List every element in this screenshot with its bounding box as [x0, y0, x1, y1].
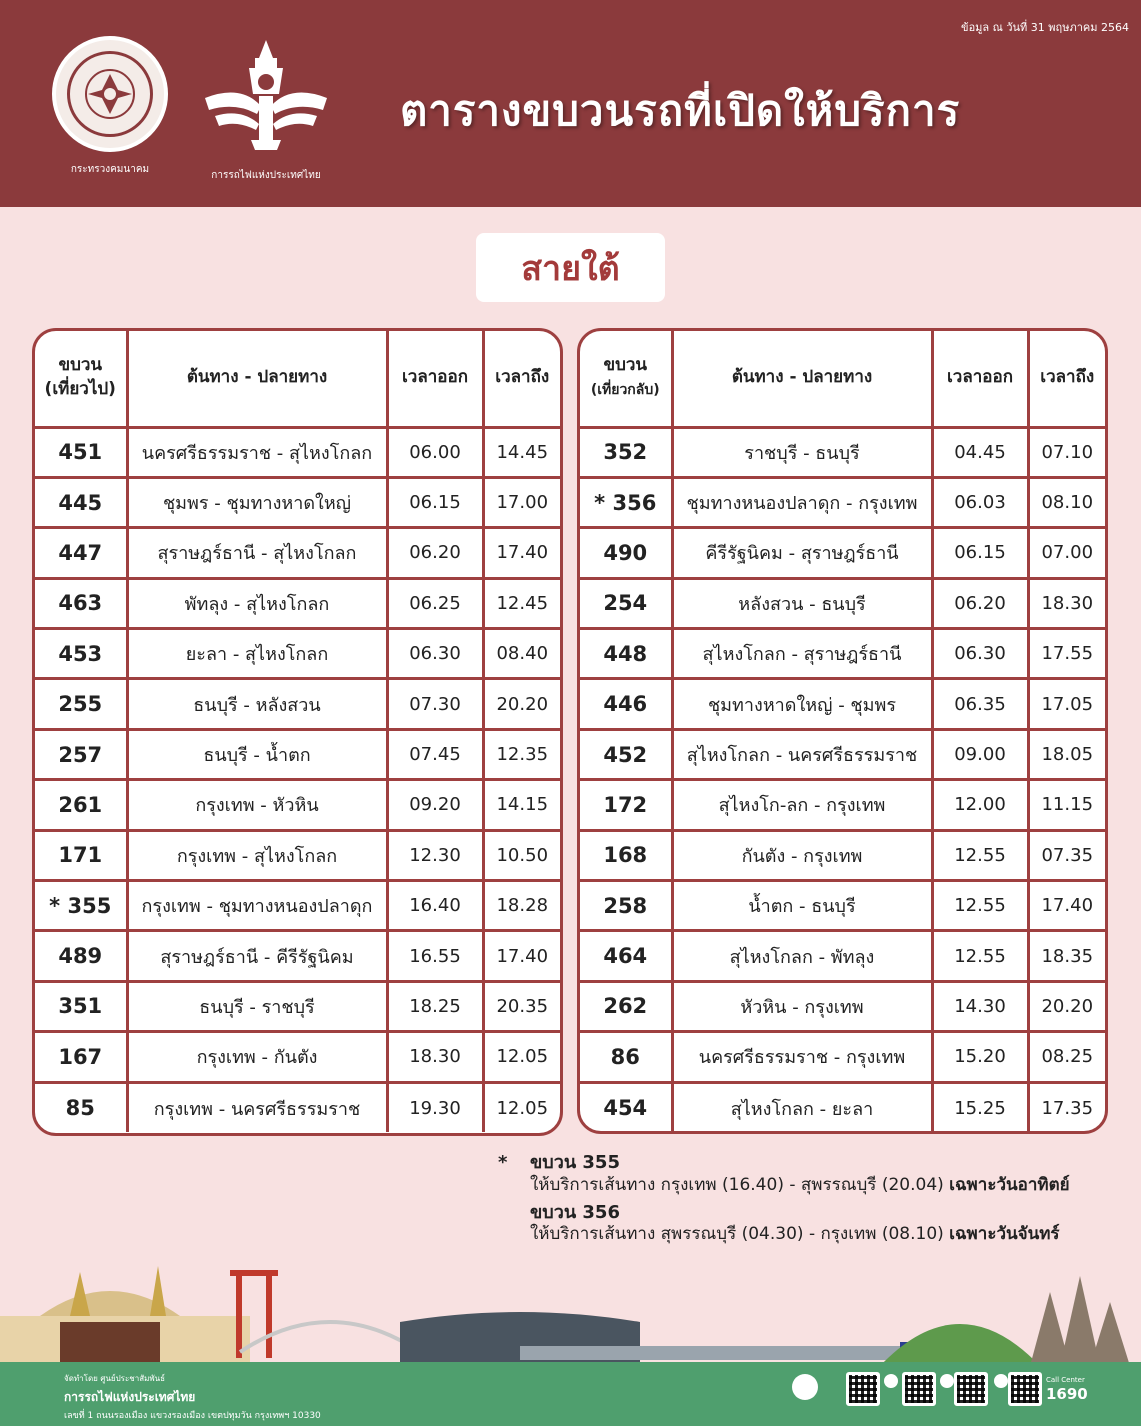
- arrive-time-cell: 17.40: [483, 931, 560, 981]
- line-icon[interactable]: [994, 1374, 1008, 1388]
- table-row: [580, 1032, 1105, 1082]
- table-row: [580, 780, 1105, 830]
- table-row: [580, 729, 1105, 779]
- note-355-text: ให้บริการเส้นทาง กรุงเทพ (16.40) - สุพรรณบุรี (20.04) เฉพาะวันอาทิตย์: [530, 1174, 1070, 1195]
- footnote-asterisk: *: [498, 1152, 508, 1173]
- depart-time-cell: 06.15: [932, 528, 1028, 578]
- arrive-time-cell: 07.35: [1028, 830, 1105, 880]
- table-row: [35, 981, 560, 1031]
- train-number-cell: 447: [35, 528, 127, 578]
- arrive-time-cell: 20.20: [1028, 981, 1105, 1031]
- depart-time-cell: 06.25: [387, 578, 483, 628]
- arrive-time-cell: 18.30: [1028, 578, 1105, 628]
- table-row: [580, 578, 1105, 628]
- depart-time-cell: 12.55: [932, 881, 1028, 931]
- arrive-time-cell: 08.10: [1028, 477, 1105, 527]
- table-row: [580, 1082, 1105, 1132]
- table-row: [35, 528, 560, 578]
- route-cell: กันตัง - กรุงเทพ: [672, 830, 932, 880]
- table-row: [580, 679, 1105, 729]
- route-cell: กรุงเทพ - สุไหงโกลก: [127, 830, 387, 880]
- depart-time-cell: 06.03: [932, 477, 1028, 527]
- note-355-title: ขบวน 355: [530, 1152, 620, 1173]
- depart-time-cell: 06.15: [387, 477, 483, 527]
- table-row: [580, 477, 1105, 527]
- call-center-number: 1690: [1046, 1385, 1088, 1403]
- srt-emblem-icon: [201, 36, 331, 154]
- route-cell: สุไหงโกลก - นครศรีธรรมราช: [672, 729, 932, 779]
- table-row: [580, 931, 1105, 981]
- route-cell: ธนบุรี - หลังสวน: [127, 679, 387, 729]
- train-number-cell: 452: [580, 729, 672, 779]
- depart-time-cell: 06.30: [932, 629, 1028, 679]
- depart-time-cell: 15.20: [932, 1032, 1028, 1082]
- route-cell: กรุงเทพ - นครศรีธรรมราช: [127, 1082, 387, 1132]
- app-icon[interactable]: [792, 1374, 818, 1400]
- arrive-time-cell: 14.15: [483, 780, 560, 830]
- route-cell: พัทลุง - สุไหงโกลก: [127, 578, 387, 628]
- train-number-cell: * 355: [35, 881, 127, 931]
- call-center[interactable]: [1046, 1376, 1088, 1403]
- footer-address: เลขที่ 1 ถนนรองเมือง แขวงรองเมือง เขตปทุมวัน กรุงเทพฯ 10330: [64, 1411, 321, 1421]
- ministry-caption: กระทรวงคมนาคม: [70, 164, 150, 175]
- train-number-cell: 168: [580, 830, 672, 880]
- table-row: [35, 780, 560, 830]
- table-row: [35, 881, 560, 931]
- train-number-cell: 446: [580, 679, 672, 729]
- header-train-no: ขบวน (เที่ยวไป): [35, 331, 127, 427]
- table-row: [580, 528, 1105, 578]
- qr-code-icon: [1008, 1372, 1042, 1406]
- depart-time-cell: 12.00: [932, 780, 1028, 830]
- train-number-cell: 453: [35, 629, 127, 679]
- route-cell: สุไหงโก-ลก - กรุงเทพ: [672, 780, 932, 830]
- footer-producer: จัดทำโดย ศูนย์ประชาสัมพันธ์: [64, 1374, 165, 1383]
- header-route: ต้นทาง - ปลายทาง: [127, 331, 387, 427]
- train-number-cell: 454: [580, 1082, 672, 1132]
- train-number-cell: 171: [35, 830, 127, 880]
- train-number-cell: 261: [35, 780, 127, 830]
- route-cell: ธนบุรี - น้ำตก: [127, 729, 387, 779]
- table-row: [580, 830, 1105, 880]
- train-number-cell: 352: [580, 427, 672, 477]
- route-cell: ธนบุรี - ราชบุรี: [127, 981, 387, 1031]
- qr-code-icon: [902, 1372, 936, 1406]
- depart-time-cell: 12.55: [932, 931, 1028, 981]
- table-row: [35, 477, 560, 527]
- header-train-no: ขบวน (เที่ยวกลับ): [580, 331, 672, 427]
- line-label-box: [476, 233, 665, 302]
- depart-time-cell: 16.55: [387, 931, 483, 981]
- table-row: [35, 1082, 560, 1132]
- arrive-time-cell: 18.28: [483, 881, 560, 931]
- train-number-cell: 464: [580, 931, 672, 981]
- train-number-cell: 258: [580, 881, 672, 931]
- train-number-cell: * 356: [580, 477, 672, 527]
- srt-caption: การรถไฟแห่งประเทศไทย: [211, 170, 321, 181]
- depart-time-cell: 12.30: [387, 830, 483, 880]
- table-row: [35, 629, 560, 679]
- arrive-time-cell: 12.05: [483, 1032, 560, 1082]
- outbound-table: [32, 328, 563, 1136]
- qr-code-icon: [846, 1372, 880, 1406]
- arrive-time-cell: 18.05: [1028, 729, 1105, 779]
- route-cell: หัวหิน - กรุงเทพ: [672, 981, 932, 1031]
- depart-time-cell: 15.25: [932, 1082, 1028, 1132]
- city-skyline-illustration: [0, 1262, 1141, 1366]
- route-cell: กรุงเทพ - หัวหิน: [127, 780, 387, 830]
- route-cell: สุไหงโกลก - พัทลุง: [672, 931, 932, 981]
- table-row: [35, 679, 560, 729]
- route-cell: คีรีรัฐนิคม - สุราษฎร์ธานี: [672, 528, 932, 578]
- arrive-time-cell: 18.35: [1028, 931, 1105, 981]
- arrive-time-cell: 12.35: [483, 729, 560, 779]
- train-number-cell: 85: [35, 1082, 127, 1132]
- depart-time-cell: 06.35: [932, 679, 1028, 729]
- route-cell: สุราษฎร์ธานี - สุไหงโกลก: [127, 528, 387, 578]
- train-number-cell: 489: [35, 931, 127, 981]
- arrive-time-cell: 08.40: [483, 629, 560, 679]
- arrive-time-cell: 17.55: [1028, 629, 1105, 679]
- train-number-cell: 463: [35, 578, 127, 628]
- header-route: ต้นทาง - ปลายทาง: [672, 331, 932, 427]
- depart-time-cell: 06.00: [387, 427, 483, 477]
- depart-time-cell: 06.30: [387, 629, 483, 679]
- arrive-time-cell: 20.35: [483, 981, 560, 1031]
- footer-org: การรถไฟแห่งประเทศไทย: [64, 1390, 196, 1404]
- depart-time-cell: 12.55: [932, 830, 1028, 880]
- train-number-cell: 262: [580, 981, 672, 1031]
- arrive-time-cell: 17.05: [1028, 679, 1105, 729]
- train-number-cell: 351: [35, 981, 127, 1031]
- footer-bar: [0, 1362, 1141, 1426]
- table-row: [35, 830, 560, 880]
- depart-time-cell: 09.00: [932, 729, 1028, 779]
- route-cell: นครศรีธรรมราช - สุไหงโกลก: [127, 427, 387, 477]
- arrive-time-cell: 10.50: [483, 830, 560, 880]
- train-number-cell: 167: [35, 1032, 127, 1082]
- note-356-title: ขบวน 356: [530, 1201, 620, 1223]
- qr-code-icon: [954, 1372, 988, 1406]
- arrive-time-cell: 17.40: [1028, 881, 1105, 931]
- route-cell: น้ำตก - ธนบุรี: [672, 881, 932, 931]
- inbound-table: [577, 328, 1108, 1134]
- depart-time-cell: 07.30: [387, 679, 483, 729]
- table-row: [35, 729, 560, 779]
- call-center-label: Call Center: [1046, 1376, 1085, 1384]
- depart-time-cell: 06.20: [387, 528, 483, 578]
- route-cell: สุราษฎร์ธานี - คีรีรัฐนิคม: [127, 931, 387, 981]
- arrive-time-cell: 12.45: [483, 578, 560, 628]
- srt-logo: [186, 36, 346, 183]
- arrive-time-cell: 17.40: [483, 528, 560, 578]
- arrive-time-cell: 17.00: [483, 477, 560, 527]
- train-number-cell: 448: [580, 629, 672, 679]
- youtube-icon[interactable]: [940, 1374, 954, 1388]
- header-arrive: เวลาถึง: [1028, 331, 1105, 427]
- table-row: [35, 931, 560, 981]
- social-icon[interactable]: [884, 1374, 898, 1388]
- depart-time-cell: 16.40: [387, 881, 483, 931]
- data-date-note: ข้อมูล ณ วันที่ 31 พฤษภาคม 2564: [961, 21, 1129, 34]
- table-row: [35, 427, 560, 477]
- table-row: [580, 981, 1105, 1031]
- depart-time-cell: 04.45: [932, 427, 1028, 477]
- arrive-time-cell: 12.05: [496, 1097, 549, 1119]
- arrive-time-cell: 07.00: [1028, 528, 1105, 578]
- train-number-cell: 254: [580, 578, 672, 628]
- train-number-cell: 490: [580, 528, 672, 578]
- route-cell: ชุมทางหาดใหญ่ - ชุมพร: [672, 679, 932, 729]
- depart-time-cell: 18.25: [387, 981, 483, 1031]
- depart-time-cell: 18.30: [387, 1032, 483, 1082]
- table-row: [580, 629, 1105, 679]
- arrive-time-cell: 08.25: [1028, 1032, 1105, 1082]
- arrive-time-cell: 07.10: [1028, 427, 1105, 477]
- table-row: [35, 1032, 560, 1082]
- train-number-cell: 445: [35, 477, 127, 527]
- header-arrive: เวลาถึง: [483, 331, 560, 427]
- arrive-time-cell: 11.15: [1028, 780, 1105, 830]
- table-row: [580, 427, 1105, 477]
- route-cell: สุไหงโกลก - สุราษฎร์ธานี: [672, 629, 932, 679]
- train-number-cell: 255: [35, 679, 127, 729]
- arrive-time-cell: 17.35: [1041, 1097, 1094, 1119]
- route-cell: ยะลา - สุไหงโกลก: [127, 629, 387, 679]
- ministry-logo: [30, 36, 190, 177]
- depart-time-cell: 09.20: [387, 780, 483, 830]
- header-depart: เวลาออก: [932, 331, 1028, 427]
- route-cell: สุไหงโกลก - ยะลา: [672, 1082, 932, 1132]
- table-row: [35, 578, 560, 628]
- route-cell: หลังสวน - ธนบุรี: [672, 578, 932, 628]
- header-depart: เวลาออก: [387, 331, 483, 427]
- header-banner: [0, 0, 1141, 207]
- note-356-text: ให้บริการเส้นทาง สุพรรณบุรี (04.30) - กรุงเทพ (08.10) เฉพาะวันจันทร์: [530, 1224, 1060, 1245]
- route-cell: ชุมทางหนองปลาดุก - กรุงเทพ: [672, 477, 932, 527]
- train-number-cell: 451: [35, 427, 127, 477]
- train-number-cell: 86: [580, 1032, 672, 1082]
- arrive-time-cell: 14.45: [483, 427, 560, 477]
- route-cell: ราชบุรี - ธนบุรี: [672, 427, 932, 477]
- depart-time-cell: 07.45: [387, 729, 483, 779]
- ministry-seal-icon: [52, 36, 168, 152]
- route-cell: กรุงเทพ - กันตัง: [127, 1032, 387, 1082]
- page-title: ตารางขบวนรถที่เปิดให้บริการ: [400, 86, 961, 135]
- depart-time-cell: 19.30: [387, 1082, 483, 1132]
- route-cell: นครศรีธรรมราช - กรุงเทพ: [672, 1032, 932, 1082]
- footnotes: [498, 1152, 1118, 1252]
- line-label: สายใต้: [521, 248, 620, 289]
- route-cell: กรุงเทพ - ชุมทางหนองปลาดุก: [127, 881, 387, 931]
- train-number-cell: 257: [35, 729, 127, 779]
- arrive-time-cell: 20.20: [483, 679, 560, 729]
- train-number-cell: 172: [580, 780, 672, 830]
- table-row: [580, 881, 1105, 931]
- depart-time-cell: 06.20: [932, 578, 1028, 628]
- depart-time-cell: 14.30: [932, 981, 1028, 1031]
- route-cell: ชุมพร - ชุมทางหาดใหญ่: [127, 477, 387, 527]
